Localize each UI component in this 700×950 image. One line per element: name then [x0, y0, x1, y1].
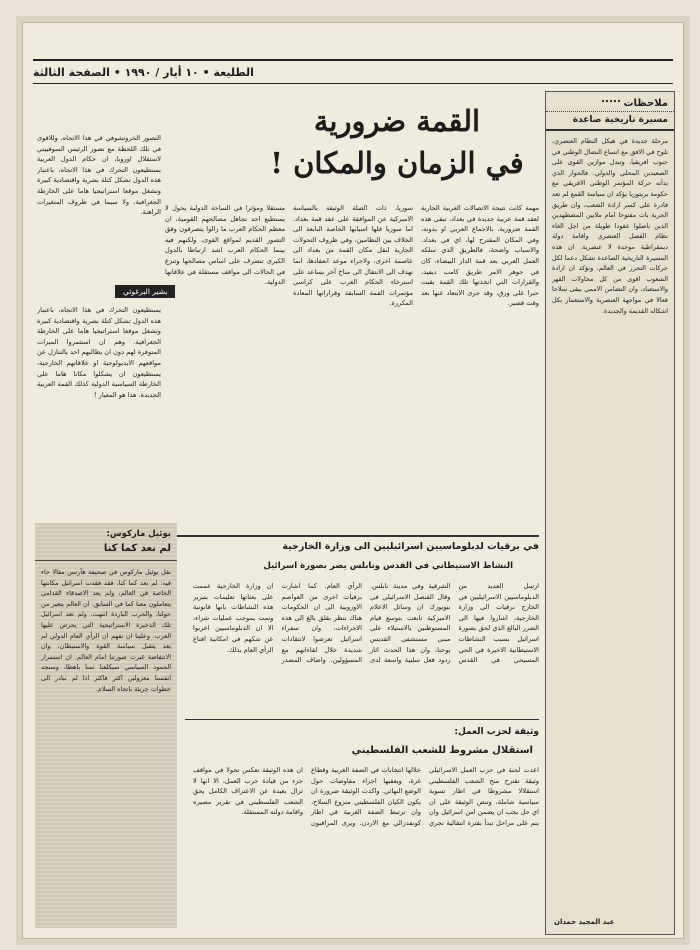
main-article-col-3: مستقلا ومؤثرا في الساحة الدولية يحول لا يستطيع احد تجاهل مصالحهم القومية، ان معظم الحكام العرب ما زالوا يتصرفون وفق التصور القديم لمواقع القوى، ولكنهم فيه بينما الحكام العرب اشد ارتباطا بالدول الكبرى تتصرف على اساس مصالحها وتنزع في الحالات الى مواقف مستقلة في علاقاتها الدولية. — [165, 204, 285, 287]
article2-subtitle: النشاط الاستيطاني في القدس ونابلس يضر بصورة اسرائيل — [263, 561, 513, 571]
author-tag: بشير البرغوثي — [115, 285, 175, 298]
article3-kicker: وثيقة لحزب العمل: — [454, 727, 539, 737]
dots-ornament — [602, 100, 620, 106]
article3-title: استقلال مشروط للشعب الفلسطيني — [351, 745, 533, 756]
masthead: الطليعة • ١٠ أيار / ١٩٩٠ • الصفحة الثالثة — [33, 59, 673, 84]
main-article-col-1: مهمة كانت نتيجة الاتصالات العربية الجارية لعقد قمة عربية جديدة في بغداد، تبقى هذه القمة ضرورية، بالاجماع العربي او بدونه، وفي المكان المقترح لها، اي في بغداد. والاسباب واضحة، فالطريق الذي سلكه العمل العربي بعد قمة الدار البيضاء، كان في جوهر الامر طريق كامب ديفيد، والقرارات التي اتخذتها تلك القمة بقيت حبرا على ورق، وقد جرى الابتعاد عنها بعد وقت قصير. — [421, 204, 539, 308]
sidebar-body: مرحلة جديدة في هيكل النظام العنصري، تلوح في الافق مع اتساع النضال الوطني في جنوب افريقيا، وتبدل موازين القوى على الصعيدين المحلي والدولي. فالحوار الذي بدأته حركة المؤتمر الوطني الافريقي مع حكومة بريتوريا يؤكد ان سياسة القمع لم تعد قادرة على كسر ارادة الشعب، وان طريق الحرية بات مفتوحا امام ملايين المضطهدين الذين ناضلوا عقودا طويلة من اجل الغاء نظام الفصل العنصري واقامة دولة ديمقراطية موحدة لا عنصرية. ان هذه المسيرة التاريخية الصاعدة تشكل دعما لكل حركات التحرر في العالم، وتؤكد ان ارادة الشعوب اقوى من كل محاولات القهر والاستعباد، وان التضامن الاممي يبقى سلاحا فعالا في مواجهة العنصرية والاستعمار بكل اشكاله القديمة والجديدة. — [552, 137, 668, 315]
left-box-title: يوئيل ماركوس: — [106, 529, 171, 539]
article2-body: ارسل العديد من الدبلوماسيين الاسرائيليين في الخارج برقيات الى وزارة الخارجية، اشاروا فيها الى الضرر البالغ الذي لحق بصورة اسرائيل بسبب النشاطات الاستيطانية الاخيرة في الحي المسيحي في القدس الشرقية وفي مدينة نابلس. وقال القنصل الاسرائيلي في نيويورك ان وسائل الاعلام الاميركية تابعت بتوسع قيام المستوطنين بالاستيلاء على مبنى مستشفى القديس يوحنا، وان هذا الحدث اثار ردود فعل سلبية واسعة لدى الرأي العام. كما اشارت برقيات اخرى من العواصم الاوروبية الى ان الحكومات هناك تنظر بقلق بالغ الى هذه الاجراءات، وان سفراء اسرائيل تعرضوا لانتقادات شديدة خلال لقاءاتهم مع المسؤولين. واضاف المصدر ان وزارة الخارجية عممت على بعثاتها تعليمات بتبرير هذه النشاطات بانها قانونية وتمت بموجب عمليات شراء، الا ان الدبلوماسيين اعربوا عن شكهم في امكانية اقناع الرأي العام بذلك. — [193, 582, 539, 665]
article3-body: اعدت لجنة في حزب العمل الاسرائيلي وثيقة تقترح منح الشعب الفلسطيني استقلالا مشروطا في اطار تسوية سياسية شاملة، وتنص الوثيقة على ان اي حل يجب ان يضمن امن اسرائيل وان يتم على مراحل تبدأ بفترة انتقالية تجري خلالها انتخابات في الضفة الغربية وقطاع غزة، ويعقبها اجراء مفاوضات حول الوضع النهائي. واكدت الوثيقة ضرورة ان يكون الكيان الفلسطيني منزوع السلاح، وان ترتبط الضفة الغربية في اطار كونفدرالي مع الاردن. ويرى المراقبون ان هذه الوثيقة تعكس تحولا في مواقف جزء من قيادة حزب العمل، الا انها لا تزال بعيدة عن الاعتراف الكامل بحق الشعب الفلسطيني في تقرير مصيره واقامة دولته المستقلة. — [193, 766, 539, 827]
main-article-col-4: التصور الخروتشوفي في هذا الاتجاه، وللاقوى في تلك اللحظة مع تصور الرئيس السوفييتي لاستقلال اوروبا، ان حكام الدول العربية يستطيعون التحرك في هذا الاتجاه، باعتبار هذه الدول تشكل كتلة بشرية واقتصادية كبيرة وتشغل موقعا استراتيجيا هاما على الخارطة الجغرافية، ولا سيما في ظروف المتغيرات الراهنة. — [37, 134, 161, 217]
main-article-col-4-tail: يستطيعون التحرك في هذا الاتجاه، باعتبار هذه الدول تشكل كتلة بشرية واقتصادية كبيرة وتشغل موقعا استراتيجيا هاما على الخارطة الجغرافية. وهم ان استثمروا الميزات المتوفرة لهم دون ان يطالبهم احد بالتنازل عن مواقعهم الايديولوجية او علاقاتهم الخارجية، يستطيعون ان يشكلوا مكانا هاما على الخارطة السياسية الدولية كذلك القمة العربية الجديدة. هذا هو المعيار ! — [37, 306, 161, 399]
article2-title: في برقيات لدبلوماسيين اسرائيليين الى وزارة الخارجية — [282, 541, 539, 552]
sidebar-author: عبد المجيد حمدان — [554, 918, 615, 926]
sidebar-column — [545, 91, 675, 935]
left-box-subtitle: لم نعد كما كنا — [35, 541, 177, 561]
headline-line-2: في الزمان والمكان ! — [270, 146, 524, 180]
left-box-body: نقل يوئيل ماركوس في صحيفة هآرتس مقالا جاء فيه: لم نعد كما كنا، فقد فقدت اسرائيل مكانتها الخاصة في العالم، ولم يعد الاصدقاء القدامى يتعاملون معنا كما في السابق. ان العالم يتغير من حولنا، والحرب الباردة انتهت، ولم تعد اسرائيل تلك الذخيرة الاستراتيجية التي يحرص عليها الغرب. وعلينا ان نفهم ان الرأي العام الدولي لم يعد يتقبل سياسة القوة والاستيطان، وان الانتفاضة غيرت صورتنا امام العالم. ان استمرار الجمود السياسي سيكلفنا ثمنا باهظا، وسنجد انفسنا معزولين اكثر فاكثر اذا لم نبادر الى خطوات جريئة باتجاه السلام. — [41, 568, 171, 693]
main-article-col-2: سوريا، ذات الصلة الوثيقة بالسياسة الاميركية عن الموافقة على عقد قمة بغداد. اما سوريا فلها اسبابها الخاصة النابعة الى الخلاف بين النظامين، وفي ظروف التحولات الجارية لنقل مكان القمة من بغداد الى عاصمة اخرى، ولاجراء موعد انعقادها، انما تهدف الى الانتقال الى مناخ آخر يساعد على استرخاء الحكام العرب على كراسي مؤتمرات القمة السابقة وقراراتها المعادة المكررة. — [293, 204, 413, 308]
main-headline — [253, 101, 541, 197]
headline-line-1: القمة ضرورية — [313, 104, 481, 138]
sidebar-header: ملاحظات — [546, 92, 674, 112]
newspaper-page — [22, 22, 684, 939]
section-divider-2 — [185, 719, 539, 720]
left-op-ed-box — [35, 523, 177, 928]
sidebar-subheader: مسيرة تاريخية صاعدة — [546, 112, 674, 131]
